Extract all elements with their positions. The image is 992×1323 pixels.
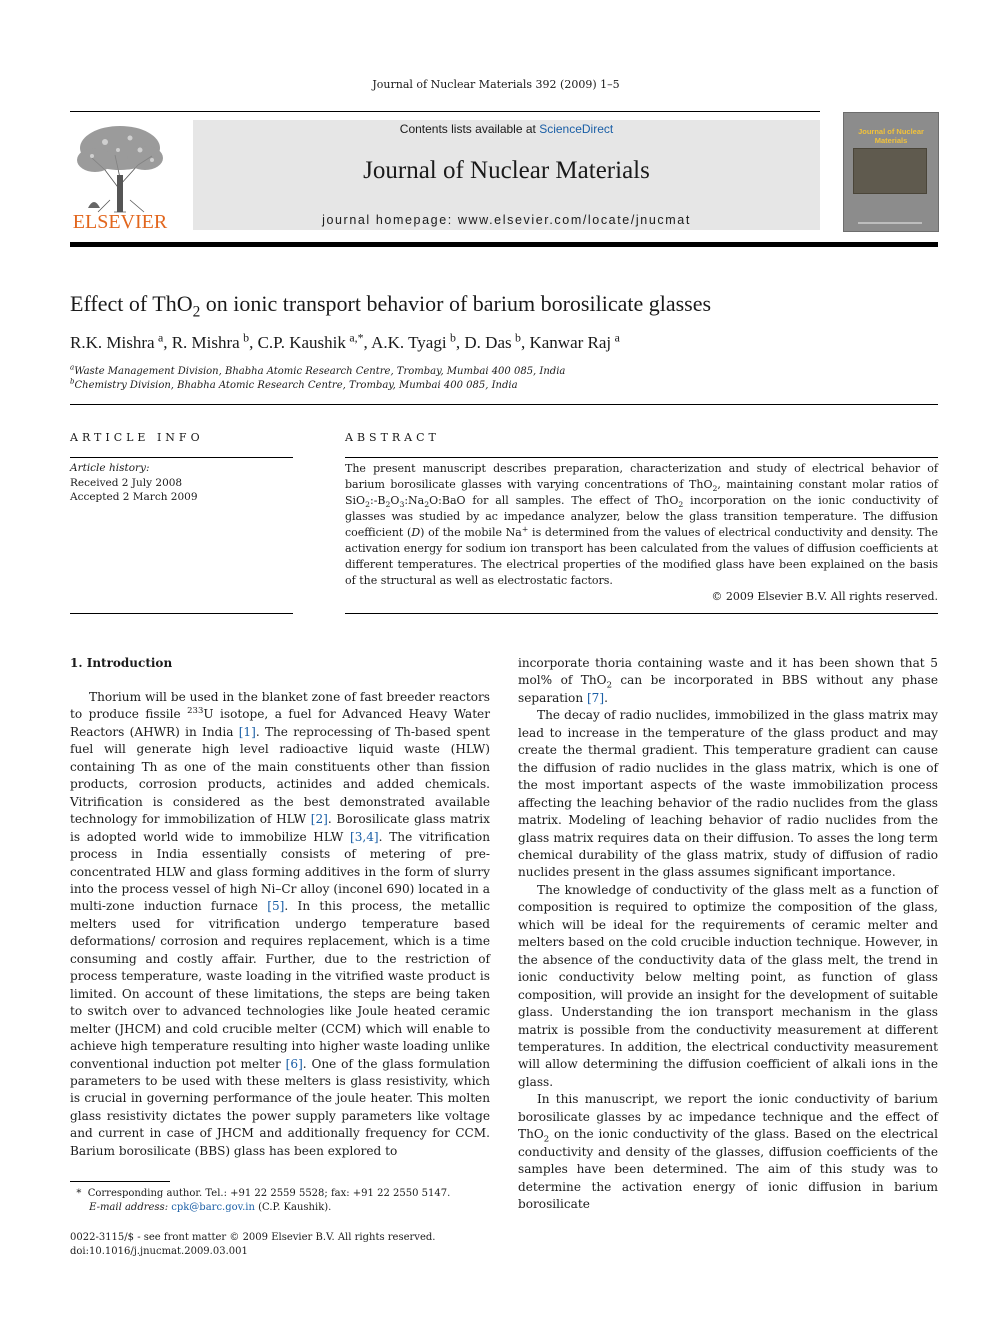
author[interactable]: R.K. Mishra [70, 333, 155, 352]
author-list: R.K. Mishra $^a$, R. Mishra $^b$, C.P. Kaushik $^{a,*}$, A.K. Tyagi $^b$, D. Das $^b$, Kanwar Raj $^a$ [70, 330, 620, 352]
paragraph: In this manuscript, we report the ionic conductivity of barium borosilicate glasses by ac impedance technique and the effect of ThO$_2$ on the ionic conductivity of the glass. Based on the electrical conductivity and density of the glasses, diffusion coefficients of the samples have been determined. The aim of this study was to determine the activation energy of ionic diffusion in barium borosilicate [518, 1092, 938, 1212]
sciencedirect-link[interactable]: ScienceDirect [539, 122, 614, 136]
contents-line [193, 122, 820, 136]
copyright-notice: © 2009 Elsevier B.V. All rights reserved. [711, 590, 938, 603]
paragraph: incorporate thoria containing waste and it has been shown that 5 mol% of ThO$_2$ can be incorporated in BBS without any phase separation [7]. [518, 656, 939, 705]
journal-homepage[interactable]: journal homepage: www.elsevier.com/locate/jnucmat [322, 213, 691, 227]
affiliation: $^a$Waste Management Division, Bhabha Atomic Research Centre, Trombay, Mumbai 400 085, India [70, 363, 566, 377]
author[interactable]: C.P. Kaushik [257, 333, 346, 352]
body-column-right [518, 655, 938, 1214]
history-label: Article history: [70, 462, 150, 474]
accepted-date: Accepted 2 March 2009 [70, 491, 198, 503]
paragraph: The knowledge of conductivity of the glass melt as a function of composition is required to optimize the composition of the glass, which will be ideal for the requirements of ceramic melter and melters based on the cold crucible induction technique. However, in the absence of the conductivity data of the glass melt, the trend in ionic conductivity below melting point, as function of glass composition, will provide an insight for the development of suitable glass. Understanding the ion transport mechanism in the glass matrix is possible from the conductivity measurement at different temperatures. In addition, the electrical conductivity measurement will allow determining the diffusion coefficient of alkali ions in the glass. [518, 882, 938, 1089]
section-heading: 1. Introduction [70, 656, 173, 670]
abstract-heading: ABSTRACT [345, 431, 440, 444]
abstract-rule [345, 457, 938, 458]
paragraph: Thorium will be used in the blanket zone of fast breeder reactors to produce fissile $^{233}$U isotope, a fuel for Advanced Heavy Water Reactors (AHWR) in India [1]. The reprocessing of Th-based spent fuel will generate high level radioactive liquid waste (HLW) containing Th as one of the main constituents other than fission products, corrosion products, actinides and added chemicals. Vitrification is considered as the best demonstrated available technology for immobilization of HLW [2]. Borosilicate glass matrix is adopted world wide to immobilize HLW [3,4]. The vitrification process in India essentially consists of metering of pre-concentrated HLW and glass forming additives in the form of slurry into the process vessel of high Ni–Cr alloy (inconel 690) located in a multi-zone induction furnace [5]. In this process, the metallic melters used for vitrification undergo temperature based deformations/ corrosion and requires replacement, which is a time consuming and costly affair. Further, due to the restriction of process temperature, waste loading in the vitrified waste product is limited. On account of these limitations, the steps are being taken to switch over to advanced technologies like Joule heated ceramic melter (JHCM) and cold crucible melter (CCM) which will enable to achieve high temperature resulting into higher waste loading unlike conventional induction pot melter [6]. One of the glass formulation parameters to be used with these melters is glass resistivity, which is crucial in governing performance of the joule heater. This molten glass resistivity dictates the power supply parameters like voltage and current in case of JHCM and additionally frequency for CCM. Barium borosilicate (BBS) glass has been explored to [70, 690, 490, 1158]
author[interactable]: D. Das [464, 333, 512, 352]
citation-link[interactable]: [3,4] [349, 829, 379, 844]
affiliation-rule [70, 404, 938, 405]
paragraph: The decay of radio nuclides, immobilized in the glass matrix may lead to increase in the temperature of the glass product and may create the thermal gradient. This temperature gradient can cause the diffusion of radio nuclides in the glass matrix, which is one of the most important aspects of the waste immobilization process affecting the leaching behavior of the radio nuclides from the glass matrix. Modeling of leaching behavior of radio nuclides from the glass matrix requires data on their diffusion. To asses the long term chemical durability of the glass matrix, study of diffusion of radio nuclides present in the glass assumes significant importance. [518, 708, 938, 880]
journal-reference: Journal of Nuclear Materials 392 (2009) 1–5 [372, 78, 620, 91]
abstract-bottom-rule [345, 613, 938, 614]
citation-link[interactable]: [5] [267, 899, 285, 914]
author[interactable]: R. Mishra [171, 333, 240, 352]
citation-link[interactable]: [6] [285, 1056, 303, 1071]
cover-title: Journal of Nuclear Materials [858, 127, 924, 145]
citation-link[interactable]: [7] [586, 690, 605, 705]
publisher-logo: ELSEVIER [72, 211, 168, 233]
doi-line[interactable]: doi:10.1016/j.jnucmat.2009.03.001 [70, 1246, 248, 1257]
citation-link[interactable]: [2] [310, 812, 328, 827]
footnote: * Corresponding author. Tel.: +91 22 2559 5528; fax: +91 22 2550 5147. E-mail address: cpk@barc.gov.in (C.P. Kaushik). [70, 1188, 451, 1213]
paper-title: Effect of ThO$_2$ on ionic transport behavior of barium borosilicate glasses [70, 291, 712, 321]
journal-title: Journal of Nuclear Materials [363, 157, 650, 184]
header-rule [70, 111, 820, 112]
citation-link[interactable]: [1] [238, 724, 256, 739]
body-column-left [70, 689, 490, 1160]
article-info-bottom-rule [70, 613, 293, 614]
issn-block [70, 1231, 435, 1259]
contents-prefix: Contents lists available at [399, 122, 540, 136]
received-date: Received 2 July 2008 [70, 476, 183, 489]
article-info-heading: ARTICLE INFO [70, 431, 204, 444]
cover-image [853, 148, 927, 194]
article-info-rule [70, 457, 293, 458]
issn-line: 0022-3115/$ - see front matter © 2009 Elsevier B.V. All rights reserved. [70, 1232, 436, 1243]
affiliation: $^b$Chemistry Division, Bhabha Atomic Research Centre, Trombay, Mumbai 400 085, India [70, 377, 518, 391]
author[interactable]: A.K. Tyagi [371, 333, 447, 352]
article-history [70, 461, 198, 505]
footnote-rule [70, 1181, 170, 1182]
cover-footer-bar [858, 222, 922, 224]
author[interactable]: Kanwar Raj [529, 333, 612, 352]
email-link[interactable]: cpk@barc.gov.in [171, 1202, 255, 1213]
header-thick-rule [70, 242, 938, 247]
corresponding-author-note: Corresponding author. Tel.: +91 22 2559 5528; fax: +91 22 2550 5147. [87, 1188, 451, 1199]
abstract-text: The present manuscript describes preparation, characterization and study of electrical behavior of barium borosilicate glasses with varying concentrations of ThO$_2$, maintaining constant molar ratios of $SiO_2:-B_2O_3:Na_2O:BaO$ for all samples. The effect of ThO$_2$ incorporation on the ionic conductivity of glasses was studied by ac impedance analyzer, below the glass transition temperature. The diffusion coefficient (D) of the mobile Na+ is determined from the values of electrical conductivity and density. The activation energy for sodium ion transport has been calculated from the values of diffusion coefficients at different temperatures. The electrical properties of the modified glass have been explained on the basis of the structural as well as electrostatic factors. [345, 462, 939, 587]
